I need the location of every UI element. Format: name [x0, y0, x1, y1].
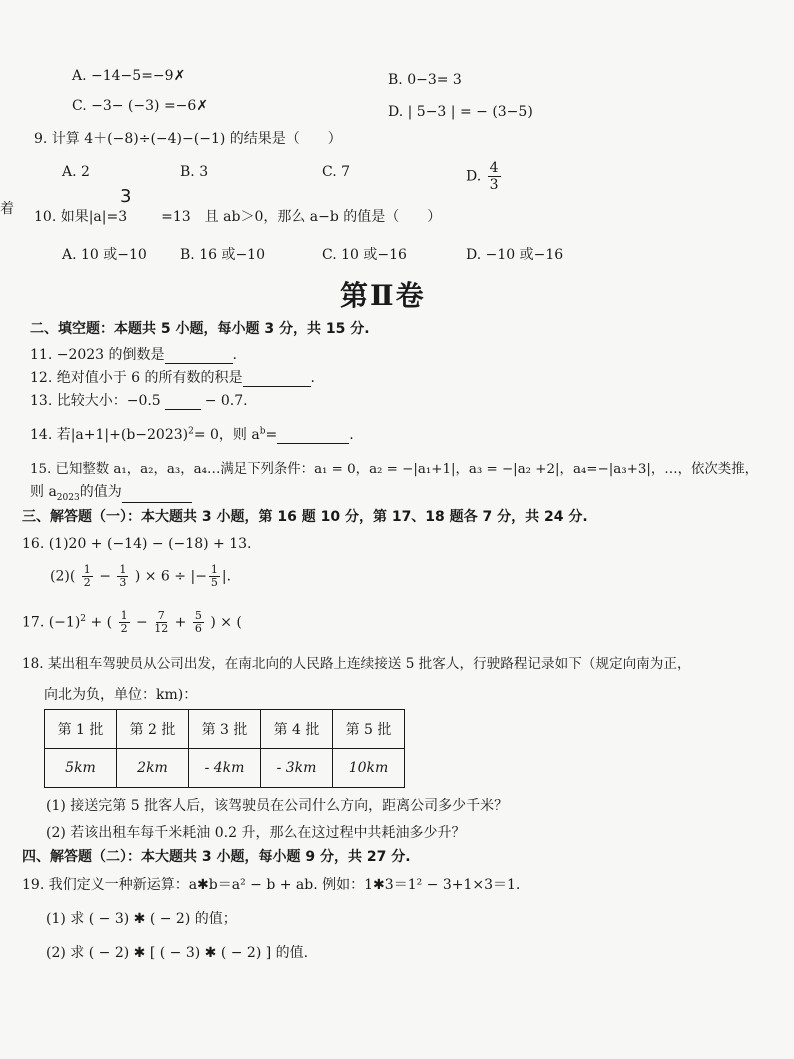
q16-2: (2)( $\frac{1}{2}$ − $\frac{1}{3}$ ) × 6 ÷ |− $\frac{1}{5}$ |.	[50, 563, 232, 589]
q9-option-b: B. 3	[180, 164, 209, 180]
part2-header: 二、填空题：本题共 5 小题，每小题 3 分，共 15 分.	[30, 321, 370, 337]
q9-stem: 9. 计算 4＋(−8)÷(−4)−(−1) 的结果是（ ）	[34, 131, 342, 147]
table-cell: 10km	[333, 749, 405, 788]
q19-sub2: (2) 求 ( − 2) ✱ [ ( − 3) ✱ ( − 2) ] 的值.	[46, 945, 309, 961]
route-record-table	[44, 709, 405, 788]
q15-line1: 15. 已知整数 a₁，a₂，a₃，a₄…满足下列条件：a₁ = 0，a₂ = −|a₁+1|，a₃ = −|a₂ +2|，a₄=−|a₃+3|，…，依次类推，	[30, 462, 758, 477]
q8-option-c: C. −3− (−3) =−6✗	[72, 98, 209, 114]
q8-option-b: B. 0−3= 3	[388, 72, 462, 88]
handwritten-3: 3	[120, 186, 132, 207]
q10-option-d: D. −10 或−16	[466, 247, 564, 263]
q8-option-a: A. −14−5=−9✗	[72, 68, 186, 84]
part4-header: 四、解答题（二）：本大题共 3 小题，每小题 9 分，共 27 分.	[22, 849, 411, 865]
table-cell: - 3km	[261, 749, 333, 788]
q10-option-b: B. 16 或−10	[180, 247, 265, 263]
margin-char: 着	[0, 201, 14, 217]
q16-1: 16. (1)20 + (−14) − (−18) + 13.	[22, 536, 252, 552]
cross-mark: ✗	[173, 68, 186, 84]
table-header-cell: 第 4 批	[261, 710, 333, 749]
q12: 12. 绝对值小于 6 的所有数的积是 .	[30, 370, 315, 386]
cross-mark: ✗	[196, 98, 209, 114]
table-cell: 2km	[117, 749, 189, 788]
q15-line2: 则 $a_{2023}$的值为	[30, 481, 192, 503]
table-header-cell: 第 3 批	[189, 710, 261, 749]
q18-sub2: (2) 若该出租车每千米耗油 0.2 升，那么在这过程中共耗油多少升？	[46, 825, 466, 841]
q13: 13. 比较大小：−0.5 − 0.7.	[30, 393, 248, 409]
q18-line1: 18. 某出租车驾驶员从公司出发，在南北向的人民路上连续接送 5 批客人，行驶路程记录如下（规定向南为正，	[22, 656, 691, 672]
q14: 14. 若$|a+1|+(b-2023)^2= 0$，则 $a^b=$ .	[30, 426, 354, 443]
q10-option-a: A. 10 或−10	[62, 247, 147, 263]
q9-option-d: D. $\frac{4}{3}$	[466, 160, 499, 193]
q10-stem: 10. 如果|a|=3 =13 且 ab＞0，那么 a−b 的值是（ ）	[34, 209, 442, 225]
q19-sub1: (1) 求 ( − 3) ✱ ( − 2) 的值；	[46, 911, 237, 927]
section-title: 第Ⅱ卷	[340, 279, 426, 312]
q8-option-d: D. | 5−3 | = − (3−5)	[388, 104, 533, 120]
table-header-cell: 第 2 批	[117, 710, 189, 749]
table-cell: - 4km	[189, 749, 261, 788]
q19-stem: 19. 我们定义一种新运算：a✱b＝a² − b + ab. 例如：1✱3＝1² − 3+1×3＝1.	[22, 877, 521, 893]
q18-line2: 向北为负，单位：km)：	[44, 687, 198, 703]
q10-option-c: C. 10 或−16	[322, 247, 407, 263]
q17: 17. $(-1)^2$ + ( $\frac{1}{2}$ − $\frac{7}{12}$ + $\frac{5}{6}$ ) × (	[22, 609, 242, 635]
table-header-row	[45, 710, 405, 749]
part3-header: 三、解答题（一）：本大题共 3 小题，第 16 题 10 分，第 17、18 题各 7 分，共 24 分.	[22, 509, 588, 525]
table-cell: 5km	[45, 749, 117, 788]
q18-sub1: (1) 接送完第 5 批客人后，该驾驶员在公司什么方向，距离公司多少千米？	[46, 798, 509, 814]
q11: 11. −2023 的倒数是 .	[30, 347, 237, 363]
q9-option-a: A. 2	[62, 164, 90, 180]
table-header-cell: 第 5 批	[333, 710, 405, 749]
table-row	[45, 749, 405, 788]
q9-option-c: C. 7	[322, 164, 351, 180]
table-header-cell: 第 1 批	[45, 710, 117, 749]
